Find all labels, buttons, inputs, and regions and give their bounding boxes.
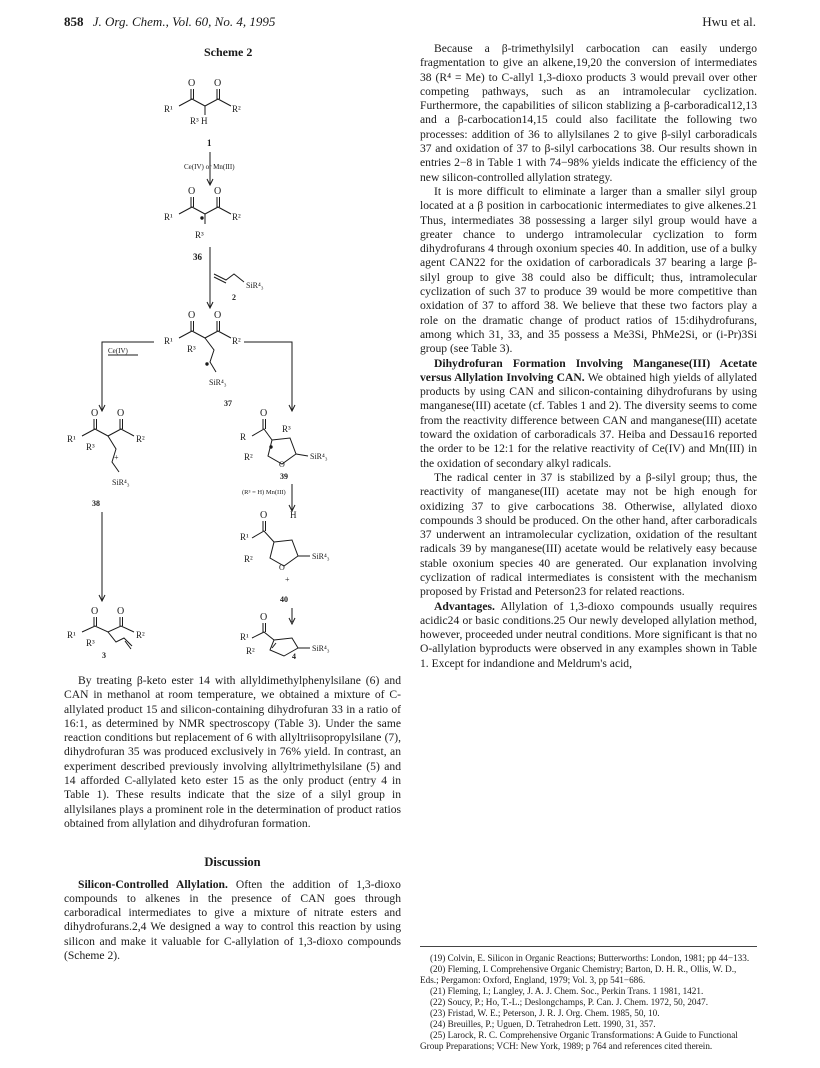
svg-text:R³: R³: [86, 442, 95, 452]
right-paragraph-5-body: Allylation of 1,3-dioxo compounds usually requires acidic24 or basic conditions.25 Our newly developed allylation method, however, proceeded under neutral conditions. More significant is that no O-allylation byproducts were observed in any examples shown in Table 1. Except for indandione and Meldrum's acid,: [420, 599, 757, 670]
right-paragraph-3: [420, 357, 757, 471]
svg-text:R²: R²: [246, 646, 255, 656]
right-paragraph-1: Because a β-trimethylsilyl carbocation can easily undergo fragmentation to give an alkene,19,20 the conversion of intermediates 38 (R⁴ = Me) to C-allyl 1,3-dioxo products 3 would prevail over other competing pathways, such as an intramolecular cyclization. Furthermore, the capabilities of silicon stablizing a β-carboradical12,13 and a β-carbocation14,15 could also facilitate the following two processes: addition of 36 to allylsilanes 2 to give β-silyl carboradicals 37 and oxidation of 37 to β-silyl carbocations 38. Our results shown in entries 2−8 in Table 1 with 74−98% yields indicate the efficiency of the new silicon-controlled allylation strategy.: [420, 42, 757, 184]
svg-text:R²: R²: [232, 212, 241, 222]
footnotes: [420, 946, 757, 1052]
svg-text:O: O: [260, 408, 268, 419]
svg-text:R³: R³: [282, 424, 291, 434]
right-paragraph-4: The radical center in 37 is stabilized by a β-silyl group; thus, the reactivity of manganese(III) acetate may not be high enough for oxidizing 37 to give carbocations 38. Otherwise, allylated dioxo compounds 3 should be produced. On the other hand, after carboradicals 37 underwent an intramolecular cyclization, oxidation of the resultant radicals 39 by manganese(III) acetate would be relatively easy because stable oxonium species 40 are generated. Our explanation involving cyclization of radical intermediates is consistent with the mechanism proposed by Fristad and Peterson23 for related reactions.: [420, 470, 757, 599]
svg-text:R²: R²: [136, 434, 145, 444]
svg-text:38: 38: [92, 499, 100, 508]
svg-text:SiR⁴₃: SiR⁴₃: [246, 281, 264, 290]
running-authors: Hwu et al.: [702, 14, 756, 29]
header-left: [64, 14, 275, 30]
svg-text:R¹: R¹: [164, 336, 173, 346]
svg-text:R³: R³: [195, 230, 204, 240]
footnote-21: (21) Fleming, I.; Langley, J. A. J. Chem. Soc., Perkin Trans. 1 1981, 1421.: [430, 986, 704, 996]
svg-text:R¹: R¹: [164, 212, 173, 222]
right-paragraph-2: It is more difficult to eliminate a larger than a smaller silyl group located at a β position in carbocationic intermediates to give alkenes.21 Thus, intermediates 38 possessing a larger silyl group would have a greater chance to undergo intramolecular cyclization to form dihydrofurans 4 through oxonium species 40. In addition, use of a bulky agent CAN22 for the oxidation of carboradicals 37 bearing a large β-silyl group to give 38 could also be difficult; thus, intramolecular cyclization of such 37 to produce 39 would be more competitive than oxidation of 37 to afford 38. We believe that these two factors play a role on the dramatic change of product ratios of 15:dihydrofurans, among which 31, 33, and 35 possess a Me3Si, PhMe2Si, or (i-Pr)3Si group (see Table 3).: [420, 184, 757, 356]
svg-text:O: O: [214, 186, 222, 197]
runin-heading-dihydrofuran: Dihydrofuran Formation Involving Manganese(III) Acetate versus Allylation Involving CAN.: [420, 356, 757, 384]
page-number: 858: [64, 14, 84, 29]
page-header: [64, 14, 756, 32]
journal-citation: J. Org. Chem., Vol. 60, No. 4, 1995: [92, 14, 276, 29]
svg-text:R²: R²: [136, 630, 145, 640]
svg-text:40: 40: [280, 595, 288, 604]
svg-text:SiR⁴₃: SiR⁴₃: [209, 378, 227, 387]
svg-text:O: O: [260, 510, 268, 521]
svg-text:R¹: R¹: [67, 630, 76, 640]
svg-text:R²: R²: [232, 104, 241, 114]
svg-text:O: O: [279, 460, 285, 469]
svg-text:O: O: [91, 606, 99, 617]
svg-text:O: O: [188, 310, 196, 321]
left-column-text: [64, 674, 401, 963]
scheme-svg: [64, 42, 401, 660]
svg-text:R²: R²: [244, 452, 253, 462]
left-paragraph-1: By treating β-keto ester 14 with allyldimethylphenylsilane (6) and CAN in methanol at room temperature, we obtained a mixture of C-allylated product 15 and silicon-containing dihydrofuran 33 in a ratio of 16:1, as determined by NMR spectroscopy (Table 3). Under the same reaction conditions but replacement of 6 with allyltriisopropylsilane (7), dihydrofuran 35 was produced exclusively in 76% yield. In contrast, an experiment described previously involving allyltrimethylsilane (5) and 14 afforded C-allylated keto ester 15 as the only product (entry 4 in Table 1). These results indicate that the size of a silyl group in allylsilanes plays a prominent role in the determination of product ratios obtained from allylation and dihydrofuran formation.: [64, 674, 401, 830]
svg-text:2: 2: [232, 293, 236, 302]
svg-text:H: H: [290, 510, 297, 520]
svg-text:O: O: [188, 78, 196, 89]
oxidant-left: Ce(IV): [108, 347, 128, 355]
svg-text:O: O: [117, 606, 125, 617]
left-paragraph-2: [64, 878, 401, 964]
footnote-25: (25) Larock, R. C. Comprehensive Organic Transformations: A Guide to Functional Group Preparations; VCH: New York, 1989; p 764 and references cited therein.: [420, 1030, 738, 1051]
svg-text:4: 4: [292, 652, 296, 660]
svg-text:O: O: [188, 186, 196, 197]
svg-text:37: 37: [224, 399, 232, 408]
footnote-19: (19) Colvin, E. Silicon in Organic Reactions; Butterworths: London, 1981; pp 44−133.: [430, 953, 750, 963]
oxidant-top: Ce(IV) or Mn(III): [184, 163, 235, 171]
section-heading-discussion: Discussion: [204, 855, 261, 870]
svg-text:O: O: [214, 310, 222, 321]
right-column-text: [420, 42, 757, 671]
svg-text:O: O: [214, 78, 222, 89]
svg-text:R³: R³: [86, 638, 95, 648]
runin-heading-silicon-controlled: Silicon-Controlled Allylation.: [78, 877, 228, 891]
svg-text:O: O: [117, 408, 125, 419]
svg-text:1: 1: [207, 138, 212, 148]
svg-text:O: O: [260, 612, 268, 623]
svg-text:R¹: R¹: [164, 104, 173, 114]
right-paragraph-5: [420, 600, 757, 671]
right-paragraph-3-body: We obtained high yields of allylated products by using CAN and silicon-containing dihydrofurans by using manganese(III) acetate (cf. Tables 1 and 2). The diversity seems to come from the reactivity difference between CAN and manganese(III) acetate toward the oxidation of carboradicals 37. Heiba and Dessau16 reported the order to be 12:1 for the relative reactivity of Ce(IV) and Mn(III) in the oxidation of secondary alkyl radicals.: [420, 370, 757, 470]
svg-text:36: 36: [193, 252, 202, 262]
svg-text:R¹: R¹: [240, 532, 249, 542]
svg-text:R²: R²: [244, 554, 253, 564]
svg-text:R³: R³: [187, 344, 196, 354]
footnote-23: (23) Fristad, W. E.; Peterson, J. R. J. Org. Chem. 1985, 50, 10.: [430, 1008, 660, 1018]
svg-text:3: 3: [102, 651, 106, 660]
svg-text:R: R: [240, 432, 247, 442]
oxidant-right: (R³ = H) Mn(III): [242, 489, 286, 496]
footnote-22: (22) Soucy, P.; Ho, T.-L.; Deslongchamps, P. Can. J. Chem. 1972, 50, 2047.: [430, 997, 708, 1007]
scheme-title: Scheme 2: [204, 45, 253, 59]
svg-text:R²: R²: [232, 336, 241, 346]
svg-text:SiR⁴₃: SiR⁴₃: [312, 644, 330, 653]
svg-text:R³ H: R³ H: [190, 116, 208, 126]
svg-text:SiR⁴₃: SiR⁴₃: [310, 452, 328, 461]
svg-text:R¹: R¹: [67, 434, 76, 444]
svg-text:SiR⁴₃: SiR⁴₃: [112, 478, 130, 487]
svg-text:SiR⁴₃: SiR⁴₃: [312, 552, 330, 561]
svg-text:+: +: [285, 575, 290, 584]
left-paragraph-2-body: Often the addition of 1,3-dioxo compounds to alkenes in the presence of CAN goes through carboradical intermediates to give a mixture of nitrate esters and dihydrofurans.2,4 We designed a way to control this reaction by using silicon and make it valuable for C-allylation of 1,3-dioxo compounds (Scheme 2).: [64, 877, 401, 963]
footnote-24: (24) Breuilles, P.; Uguen, D. Tetrahedron Lett. 1990, 31, 357.: [430, 1019, 656, 1029]
svg-text:R¹: R¹: [240, 632, 249, 642]
runin-heading-advantages: Advantages.: [434, 599, 495, 613]
svg-text:39: 39: [280, 472, 288, 481]
svg-text:O: O: [91, 408, 99, 419]
svg-text:O: O: [279, 563, 285, 572]
scheme-2-diagram: [64, 42, 401, 660]
footnote-20: (20) Fleming, I. Comprehensive Organic Chemistry; Barton, D. H. R., Ollis, W. D., Eds.; Pergamon: Oxford, England, 1979; Vol. 3, pp 541−686.: [420, 964, 737, 985]
svg-text:+: +: [114, 453, 119, 462]
